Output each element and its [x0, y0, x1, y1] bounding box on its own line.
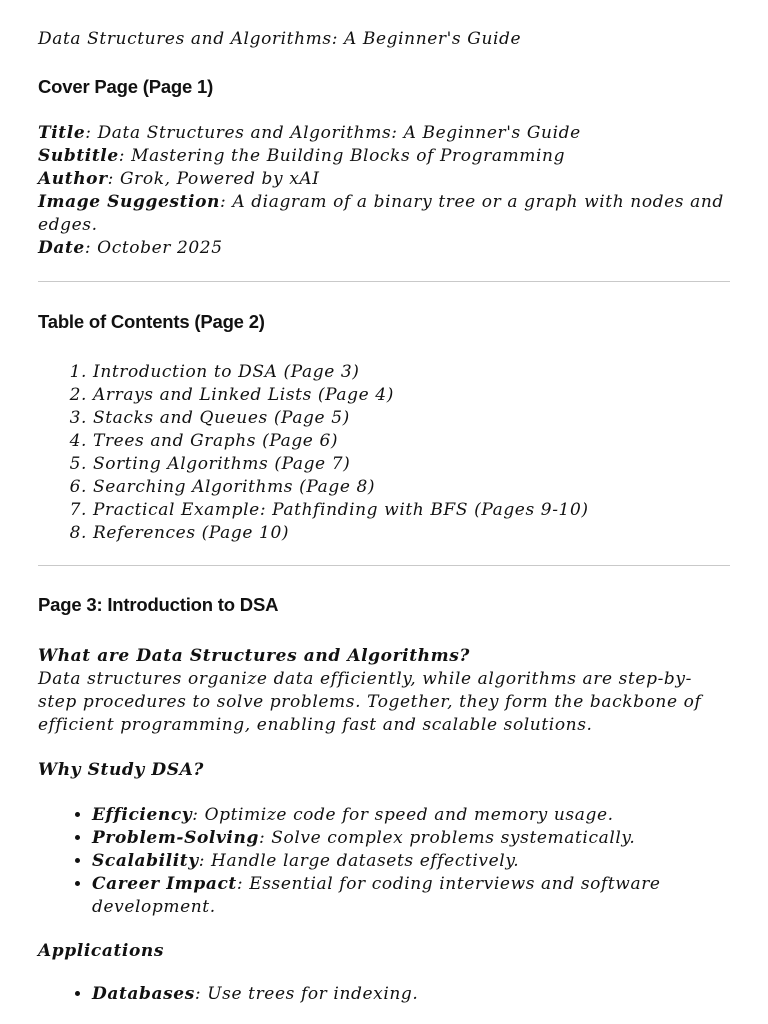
toc-item[interactable]: 7. Practical Example: Pathfinding with BFS (Pages 9-10) — [93, 499, 730, 522]
page3-heading: Page 3: Introduction to DSA — [38, 594, 279, 615]
toc-item[interactable]: 2. Arrays and Linked Lists (Page 4) — [93, 384, 730, 407]
toc-list — [38, 361, 730, 545]
cover-field-date: Date: October 2025 — [38, 238, 223, 258]
toc-item[interactable]: 8. References (Page 10) — [93, 522, 730, 545]
toc-item[interactable]: 4. Trees and Graphs (Page 6) — [93, 430, 730, 453]
what-heading: What are Data Structures and Algorithms? — [38, 646, 470, 666]
applications-list — [38, 983, 730, 1006]
applications-heading: Applications — [38, 941, 165, 961]
toc-heading: Table of Contents (Page 2) — [38, 311, 265, 332]
document-title: Data Structures and Algorithms: A Beginner's Guide — [38, 29, 522, 49]
toc-item[interactable]: 5. Sorting Algorithms (Page 7) — [93, 453, 730, 476]
cover-fields — [38, 122, 730, 260]
cover-field-title: Title: Data Structures and Algorithms: A Beginner's Guide — [38, 123, 581, 143]
list-item: • Problem-Solving: Solve complex problems systematically. — [92, 827, 730, 850]
cover-field-image-suggestion: Image Suggestion: A diagram of a binary tree or a graph with nodes and edges. — [38, 192, 724, 235]
document — [38, 28, 730, 1006]
list-item: • Efficiency: Optimize code for speed and memory usage. — [92, 804, 730, 827]
toc-item[interactable]: 6. Searching Algorithms (Page 8) — [93, 476, 730, 499]
divider — [38, 565, 730, 566]
why-heading: Why Study DSA? — [38, 760, 204, 780]
list-item: • Career Impact: Essential for coding interviews and software development. — [92, 873, 730, 919]
divider — [38, 281, 730, 282]
list-item: • Scalability: Handle large datasets effectively. — [92, 850, 730, 873]
what-paragraph: Data structures organize data efficiently, while algorithms are step-by-step procedures to solve problems. Together, they form the backbone of efficient programming, enabling fast and scalable solutions. — [38, 669, 702, 735]
toc-item[interactable]: 3. Stacks and Queues (Page 5) — [93, 407, 730, 430]
list-item: • Databases: Use trees for indexing. — [92, 983, 730, 1006]
cover-heading: Cover Page (Page 1) — [38, 76, 214, 97]
toc-item[interactable]: 1. Introduction to DSA (Page 3) — [93, 361, 730, 384]
cover-field-subtitle: Subtitle: Mastering the Building Blocks of Programming — [38, 146, 566, 166]
cover-field-author: Author: Grok, Powered by xAI — [38, 169, 320, 189]
why-list — [38, 804, 730, 919]
